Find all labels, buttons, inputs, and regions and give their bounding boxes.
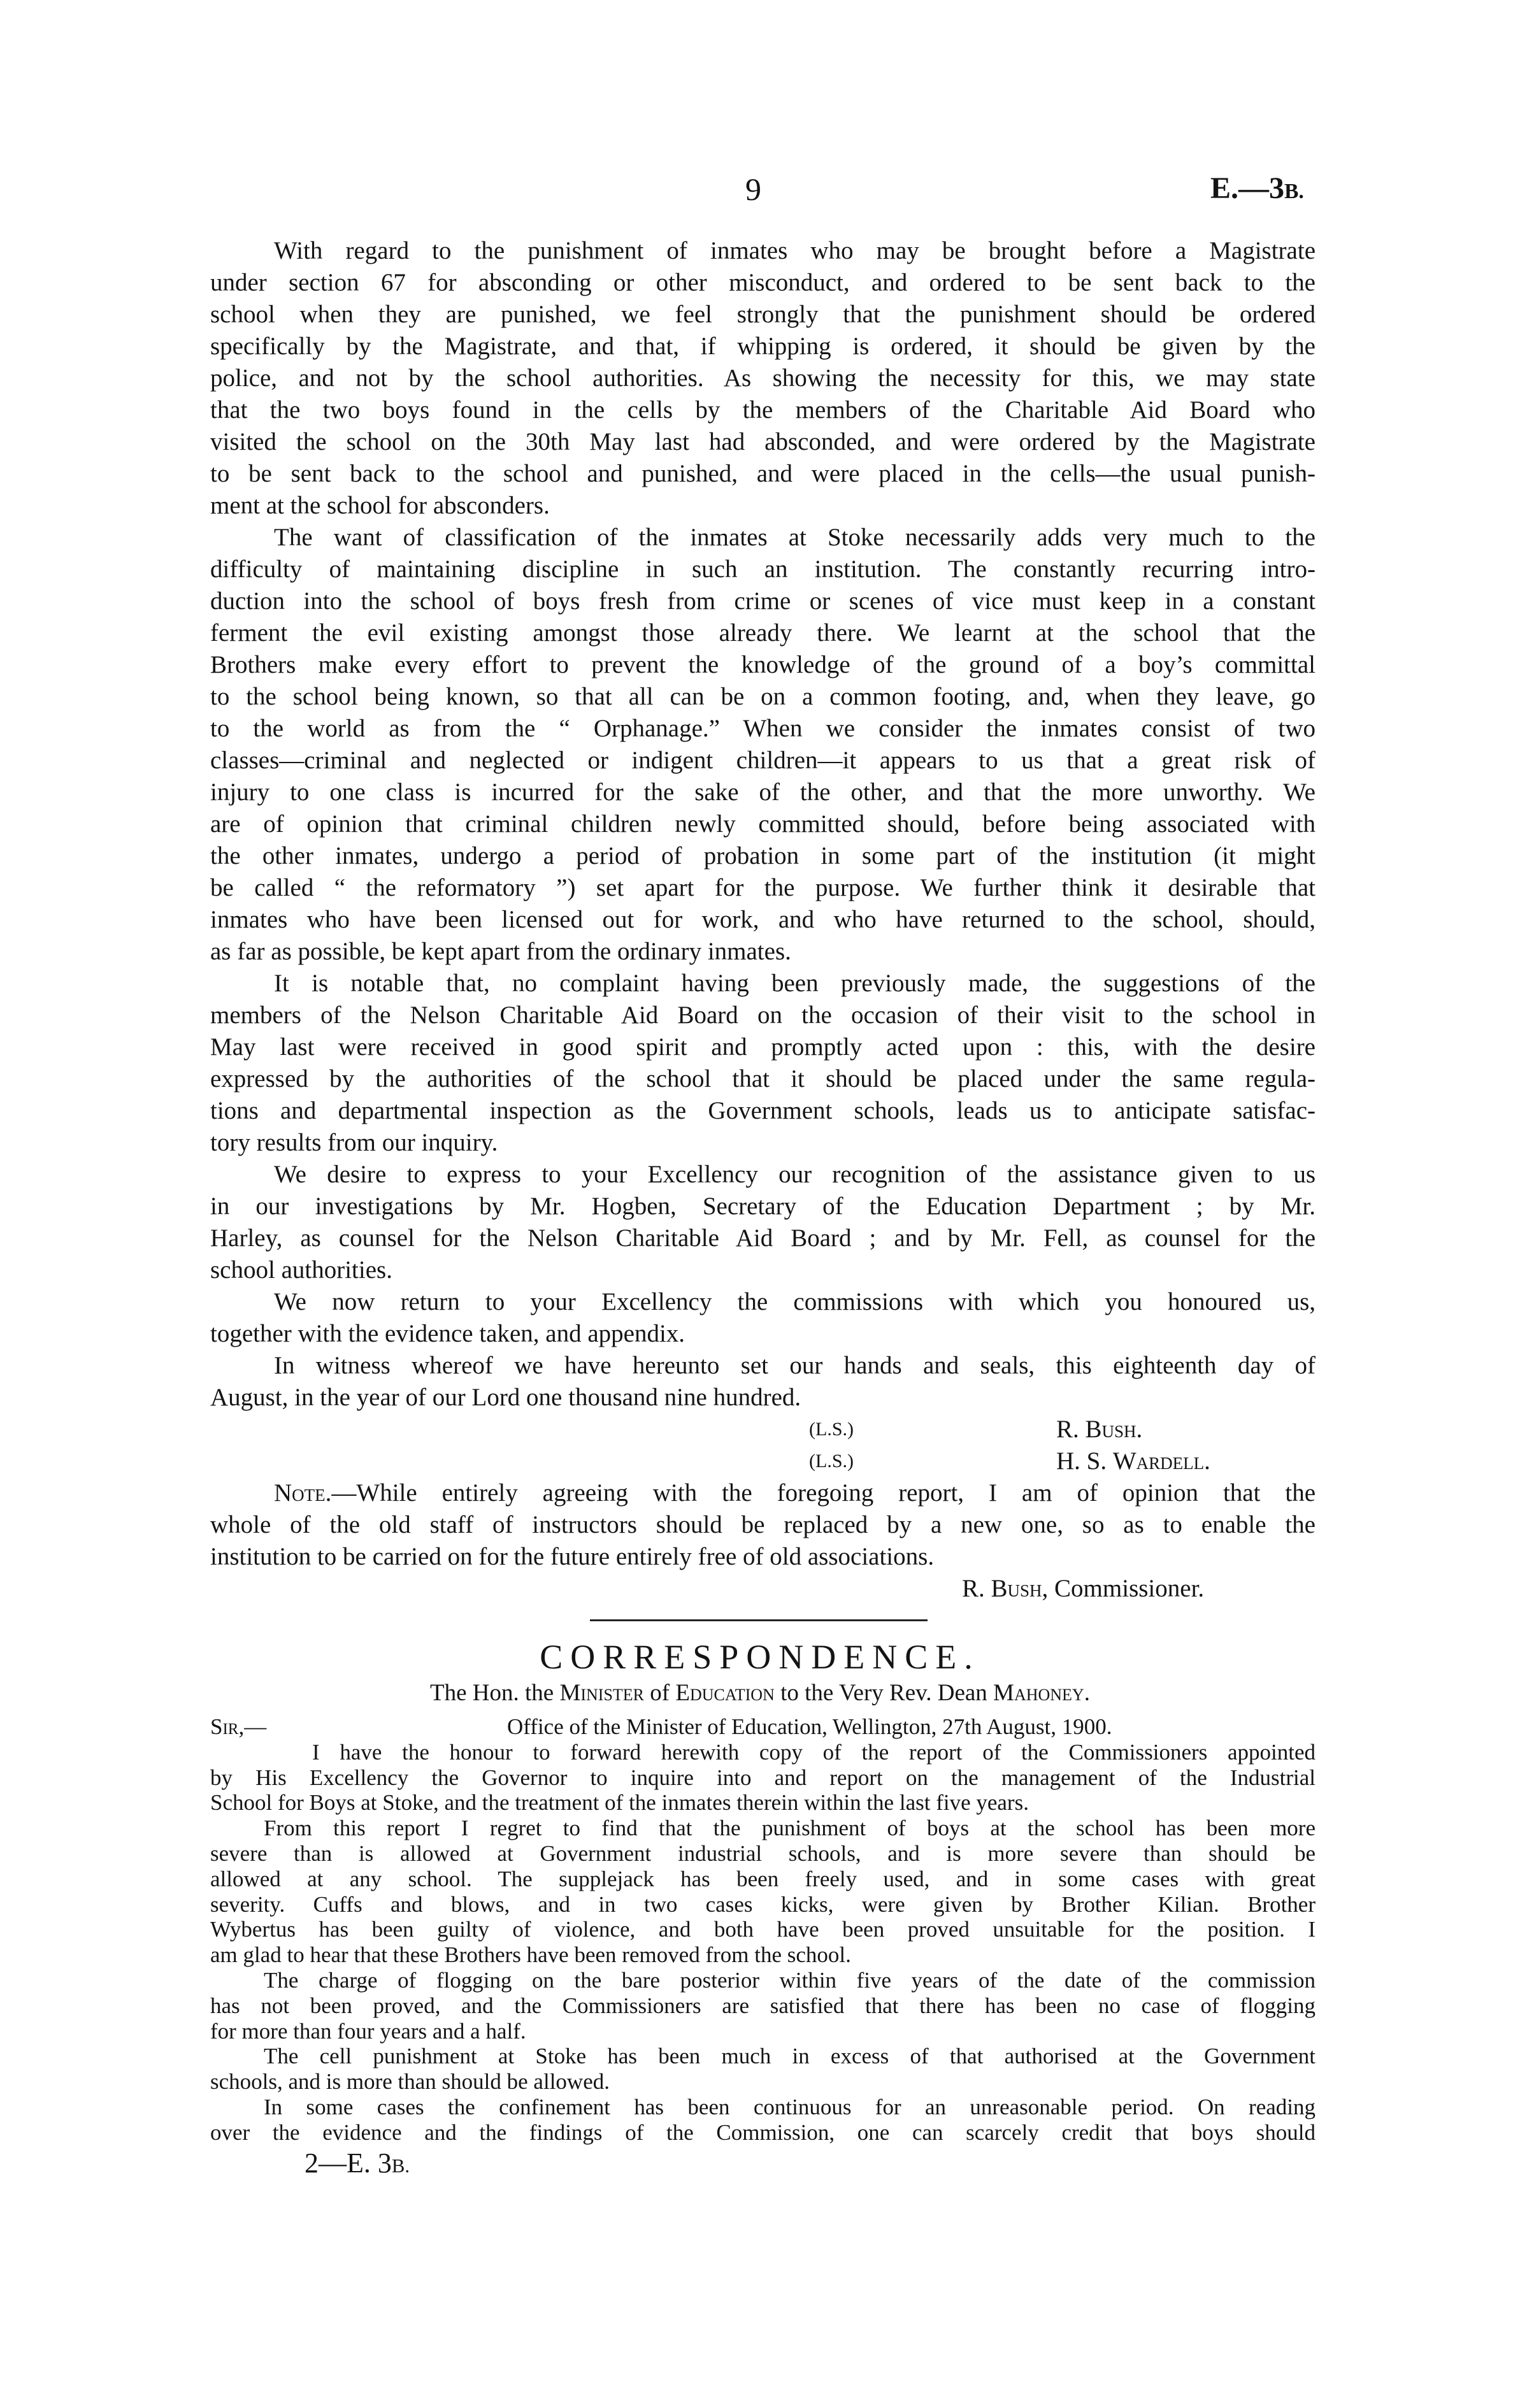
- signatory-initials: H. S.: [1056, 1447, 1113, 1475]
- text-line: members of the Nelson Charitable Aid Board on the occasion of their visit to the school in: [210, 1001, 1316, 1029]
- page-number: 9: [745, 171, 761, 207]
- commission-report-body: [210, 235, 1316, 1605]
- text-line: In some cases the confinement has been continuous for an unreasonable period. On reading: [264, 2094, 1316, 2119]
- paragraph: [210, 1350, 1316, 1414]
- text-line: schools, and is more than should be allowed.: [210, 2069, 610, 2095]
- text-line: to be sent back to the school and punished, and were placed in the cells—the usual punish-: [210, 460, 1316, 487]
- paragraph: [210, 1968, 1316, 2044]
- text-line: for more than four years and a half.: [210, 2018, 526, 2044]
- text-line: May last were received in good spirit and promptly acted upon : this, with the desire: [210, 1033, 1316, 1061]
- text-line: together with the evidence taken, and appendix.: [210, 1320, 685, 1347]
- paragraph: [210, 1159, 1316, 1286]
- note-text: —While entirely agreeing with the foregoing report, I am of opinion that the: [331, 1479, 1316, 1507]
- text-line: school when they are punished, we feel strongly that the punishment should be ordered: [210, 301, 1316, 328]
- text-line: police, and not by the school authorities. As showing the necessity for this, we may state: [210, 364, 1316, 392]
- dateline: Office of the Minister of Education, Wellington, 27th August, 1900.: [507, 1714, 1112, 1739]
- signer-surname: Bush: [991, 1575, 1042, 1602]
- doc-ref-suffix: B.: [1284, 180, 1304, 203]
- seal-mark: (L.S.): [809, 1451, 854, 1472]
- text-line: August, in the year of our Lord one thousand nine hundred.: [210, 1384, 801, 1411]
- paragraph: [210, 2095, 1316, 2146]
- text-line: ferment the evil existing amongst those already there. We learnt at the school that the: [210, 619, 1316, 647]
- signer-initial: R.: [962, 1575, 991, 1602]
- text-line: to the world as from the “ Orphanage.” When we consider the inmates consist of two: [210, 715, 1316, 742]
- note-signature: [210, 1573, 1316, 1605]
- correspondence-heading: CORRESPONDENCE.: [540, 1638, 980, 1676]
- paragraph: [210, 522, 1316, 968]
- text-line: Harley, as counsel for the Nelson Charitable Aid Board ; and by Mr. Fell, as counsel for the: [210, 1224, 1316, 1252]
- note-line: [210, 1477, 1316, 1509]
- text-line: injury to one class is incurred for the sake of the other, and that the more unworthy. We: [210, 778, 1316, 806]
- signatory-initials: R.: [1056, 1415, 1086, 1443]
- text-line: that the two boys found in the cells by the members of the Charitable Aid Board who: [210, 396, 1316, 424]
- letter-heading-part: .: [1084, 1680, 1090, 1706]
- signature-mark-main: 2—E. 3: [305, 2147, 392, 2179]
- paragraph: [210, 235, 1316, 522]
- text-line: It is notable that, no complaint having been previously made, the suggestions of the: [274, 970, 1316, 997]
- text-line: We desire to express to your Excellency our recognition of the assistance given to us: [274, 1161, 1316, 1188]
- letter-heading-part: of: [644, 1680, 676, 1706]
- text-line: Brothers make every effort to prevent the knowledge of the ground of a boy’s committal: [210, 651, 1316, 678]
- text-line: The cell punishment at Stoke has been much in excess of that authorised at the Government: [264, 2044, 1316, 2069]
- letter-heading: [0, 1679, 1520, 1707]
- text-line: difficulty of maintaining discipline in such an institution. The constantly recurring intro-: [210, 555, 1316, 583]
- text-line: are of opinion that criminal children newly committed should, before being associated with: [210, 810, 1316, 838]
- signature-row: [210, 1414, 1316, 1445]
- signer-title: , Commissioner.: [1042, 1575, 1205, 1602]
- signature-row: [210, 1445, 1316, 1477]
- signatory-name: [1056, 1445, 1210, 1477]
- paragraph: [210, 2044, 1316, 2095]
- paragraph: [210, 1740, 1316, 1816]
- text-line: expressed by the authorities of the school that it should be placed under the same regula-: [210, 1065, 1316, 1093]
- text-line: In witness whereof we have hereunto set our hands and seals, this eighteenth day of: [274, 1352, 1316, 1379]
- text-line: be called “ the reformatory ”) set apart for the purpose. We further think it desirable that: [210, 874, 1316, 901]
- text-line: ment at the school for absconders.: [210, 492, 550, 519]
- letter-heading-part: Education: [675, 1680, 775, 1706]
- text-line: school authorities.: [210, 1256, 392, 1284]
- text-line: specifically by the Magistrate, and that, if whipping is ordered, it should be given by the: [210, 333, 1316, 360]
- salutation-row: [210, 1714, 1316, 1740]
- letter-heading-part: Mahoney: [993, 1680, 1084, 1706]
- text-line: I have the honour to forward herewith copy of the report of the Commissioners appointed: [312, 1739, 1316, 1765]
- text-line: visited the school on the 30th May last had absconded, and were ordered by the Magistrate: [210, 428, 1316, 455]
- note-label: Note.: [274, 1479, 332, 1507]
- note-line: institution to be carried on for the future entirely free of old associations.: [210, 1543, 935, 1570]
- paragraph: [210, 1286, 1316, 1350]
- text-line: The want of classification of the inmates at Stoke necessarily adds very much to the: [274, 524, 1316, 551]
- text-line: am glad to hear that these Brothers have been removed from the school.: [210, 1942, 851, 1968]
- text-line: duction into the school of boys fresh from crime or scenes of vice must keep in a constant: [210, 587, 1316, 615]
- text-line: The charge of flogging on the bare posterior within five years of the date of the commission: [264, 1967, 1316, 1993]
- text-line: to the school being known, so that all can be on a common footing, and, when they leave, go: [210, 683, 1316, 710]
- seal-mark: (L.S.): [809, 1419, 854, 1440]
- letter-heading-part: The Hon. the: [430, 1680, 560, 1706]
- paragraph: [210, 968, 1316, 1159]
- signatory-surname: Wardell.: [1112, 1447, 1210, 1475]
- text-line: the other inmates, undergo a period of probation in some part of the institution (it might: [210, 842, 1316, 870]
- document-reference: [1210, 171, 1304, 206]
- text-line: under section 67 for absconding or other misconduct, and ordered to be sent back to the: [210, 269, 1316, 296]
- text-line: classes—criminal and neglected or indigent children—it appears to us that a great risk of: [210, 747, 1316, 774]
- letter-body: [210, 1714, 1316, 2146]
- text-line: by His Excellency the Governor to inquire into and report on the management of the Industrial: [210, 1765, 1316, 1790]
- text-line: has not been proved, and the Commissioners are satisfied that there has been no case of flogging: [210, 1993, 1316, 2018]
- note-line: whole of the old staff of instructors should be replaced by a new one, so as to enable the: [210, 1511, 1316, 1538]
- paragraph: [210, 1816, 1316, 1968]
- text-line: severity. Cuffs and blows, and in two cases kicks, were given by Brother Kilian. Brother: [210, 1891, 1316, 1917]
- text-line: We now return to your Excellency the commissions with which you honoured us,: [274, 1288, 1316, 1315]
- text-line: inmates who have been licensed out for work, and who have returned to the school, should,: [210, 906, 1316, 933]
- signature-mark-suffix: B.: [391, 2155, 410, 2177]
- salutation: Sir,—: [210, 1714, 267, 1739]
- letter-heading-part: to the Very Rev. Dean: [774, 1680, 994, 1706]
- text-line: over the evidence and the findings of the Commission, one can scarcely credit that boys should: [210, 2119, 1316, 2145]
- text-line: allowed at any school. The supplejack has been freely used, and in some cases with great: [210, 1866, 1316, 1891]
- signature-mark: [305, 2147, 410, 2179]
- text-line: in our investigations by Mr. Hogben, Secretary of the Education Department ; by Mr.: [210, 1193, 1316, 1220]
- text-line: School for Boys at Stoke, and the treatment of the inmates therein within the last five years.: [210, 1790, 1029, 1816]
- letter-heading-part: Minister: [559, 1680, 645, 1706]
- signatory-surname: Bush.: [1085, 1415, 1143, 1443]
- text-line: tory results from our inquiry.: [210, 1129, 498, 1156]
- doc-ref-main: E.—3: [1210, 171, 1285, 205]
- signatory-name: [1056, 1414, 1142, 1445]
- text-line: tions and departmental inspection as the Government schools, leads us to anticipate satisfac-: [210, 1097, 1316, 1124]
- text-line: severe than is allowed at Government industrial schools, and is more severe than should be: [210, 1840, 1316, 1866]
- text-line: Wybertus has been guilty of violence, and both have been proved unsuitable for the position. I: [210, 1917, 1316, 1942]
- text-line: With regard to the punishment of inmates who may be brought before a Magistrate: [274, 237, 1316, 264]
- text-line: as far as possible, be kept apart from the ordinary inmates.: [210, 938, 791, 965]
- section-divider: [590, 1619, 928, 1621]
- text-line: From this report I regret to find that the punishment of boys at the school has been more: [264, 1816, 1316, 1841]
